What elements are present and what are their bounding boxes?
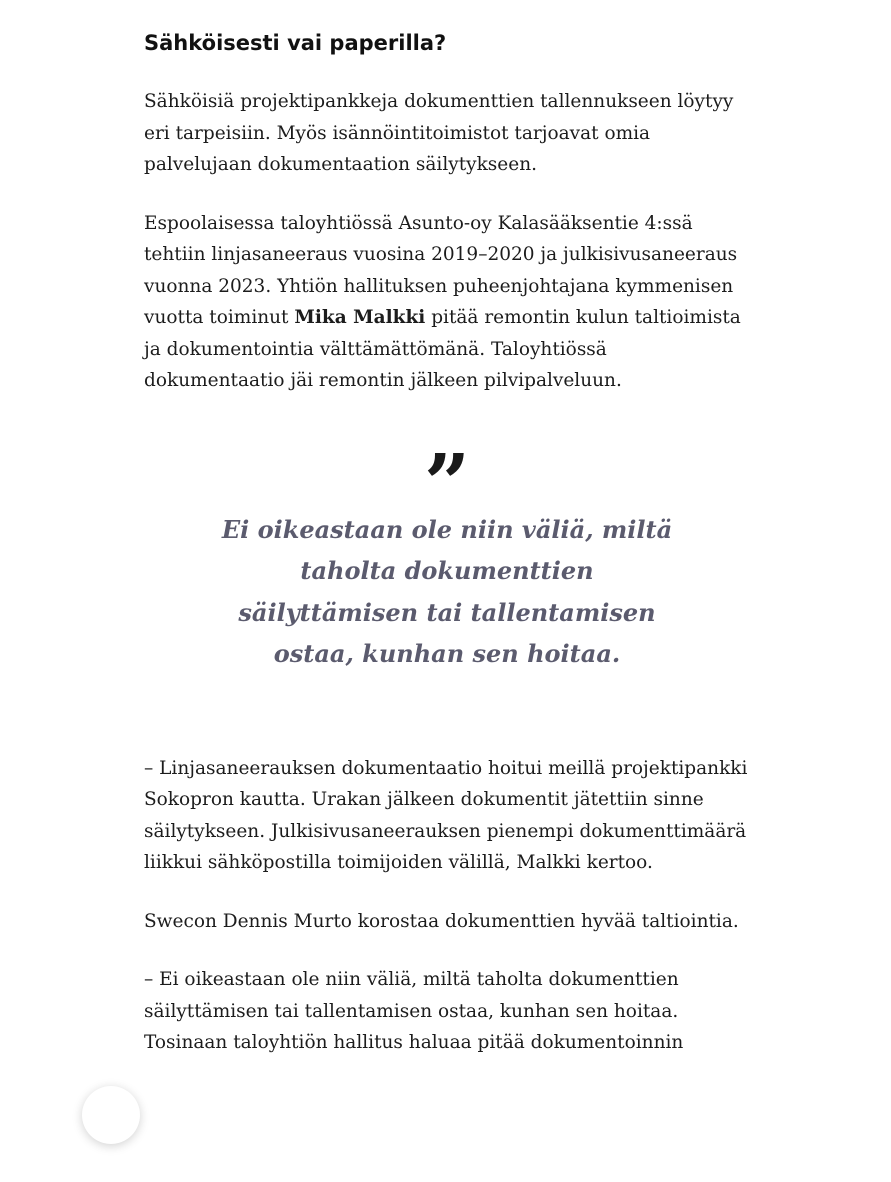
- paragraph-murto: Swecon Dennis Murto korostaa dokumenttien hyvää taltiointia.: [144, 910, 739, 932]
- pull-quote-text: Ei oikeastaan ole niin väliä, miltä taholta dokumenttien säilyttämisen tai tallentamisen ostaa, kunhan sen hoitaa.: [221, 514, 673, 668]
- quote-mark-icon: ”: [423, 452, 470, 503]
- paragraph-case-text-1: Espoolaisessa taloyhtiössä Asunto-oy Kalasääksentie 4:ssä tehtiin linjasaneeraus vuosina 2019–2020 ja julkisivusaneeraus vuonna 2023. Yhtiön hallituksen puheenjohtajana kymmenisen vuotta toiminut: [144, 212, 738, 328]
- paragraph-intro: Sähköisiä projektipankkeja dokumenttien tallennukseen löytyy eri tarpeisiin. Myös isännöintitoimistot tarjoavat omia palvelujaan dokumentaation säilytykseen.: [144, 91, 734, 175]
- floating-action-button[interactable]: [82, 1086, 140, 1144]
- paragraph-murto-quote: – Ei oikeastaan ole niin väliä, miltä taholta dokumenttien säilyttämisen tai tallentamisen ostaa, kunhan sen hoitaa. Tosinaan taloyhtiön hallitus haluaa pitää dokumentoinnin: [144, 969, 684, 1053]
- article-body: [144, 28, 750, 1086]
- paragraph-case-text-2: pitää remontin kulun taltioimista ja dokumentointia välttämättömänä. Taloyhtiössä dokumentaatio jäi remontin jälkeen pilvipalveluun.: [144, 307, 741, 391]
- person-name: Mika Malkki: [294, 307, 426, 328]
- pull-quote: [144, 453, 750, 675]
- paragraph-malkki-quote: – Linjasaneerauksen dokumentaatio hoitui meillä projektipankki Sokopron kautta. Urakan jälkeen dokumentit jätettiin sinne säilytykseen. Julkisivusaneerauksen pienempi dokumenttimäärä liikkui sähköpostilla toimijoiden välillä, Malkki kertoo.: [144, 757, 748, 873]
- paragraph-case: [144, 208, 750, 397]
- section-heading: Sähköisesti vai paperilla?: [144, 31, 447, 55]
